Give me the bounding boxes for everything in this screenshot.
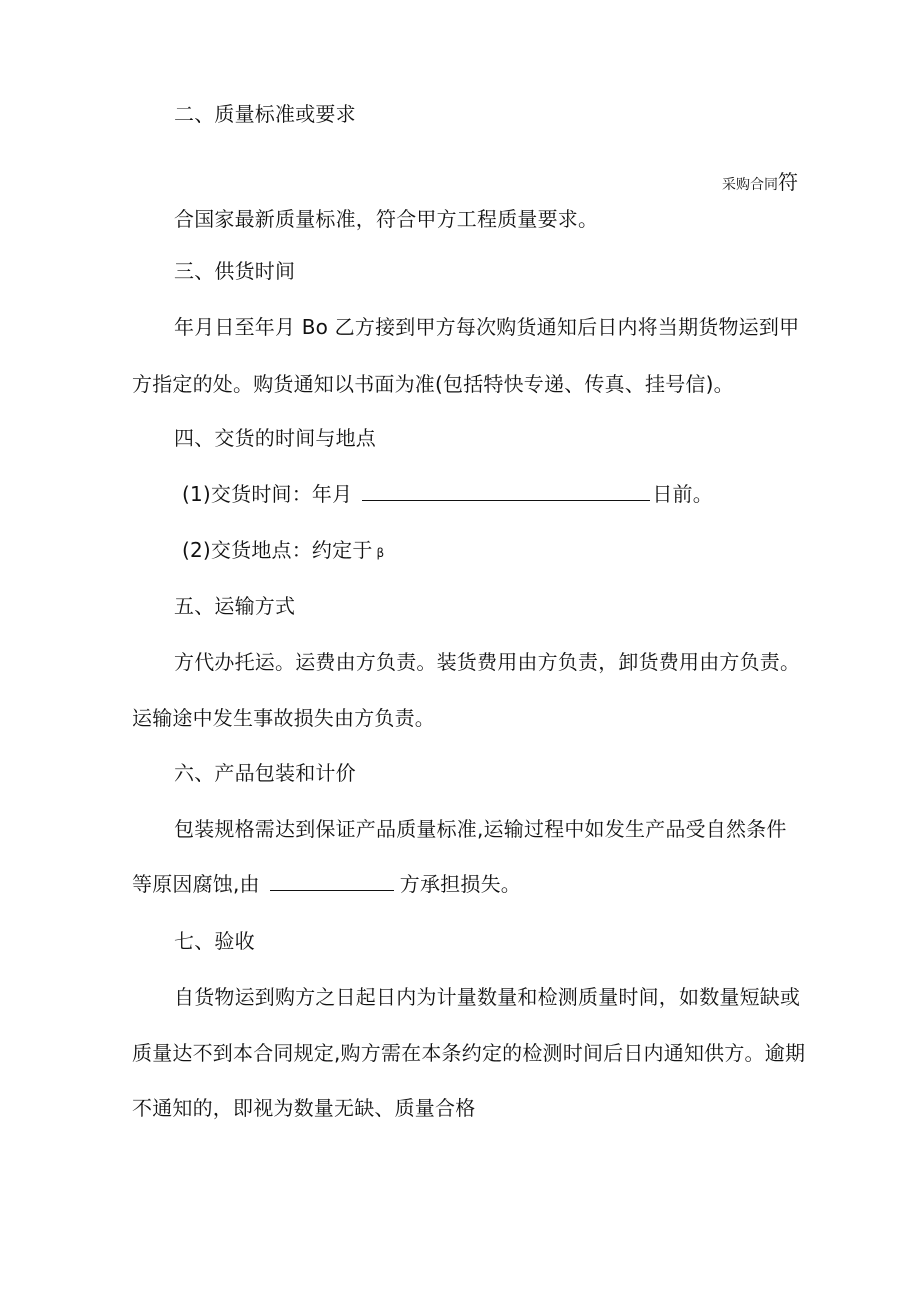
packaging-liability-prefix: 等原因腐蚀,由 [132, 872, 260, 896]
packaging-liability-suffix: 方承担损失。 [399, 872, 521, 896]
delivery-time-label: (1)交货时间：年月 [182, 482, 353, 506]
section-2-heading: 二、质量标准或要求 [174, 102, 356, 126]
delivery-time-suffix: 日前。 [652, 482, 713, 506]
section-5-heading: 五、运输方式 [174, 594, 296, 618]
section-7-paragraph-line-3: 不通知的，即视为数量无缺、质量合格 [132, 1096, 476, 1120]
section-2-text: 合国家最新质量标准，符合甲方工程质量要求。 [174, 207, 599, 231]
section-3-heading: 三、供货时间 [174, 259, 296, 283]
section-3-paragraph-line-2: 方指定的处。购货通知以书面为准(包括特快专递、传真、挂号信)。 [132, 372, 734, 396]
section-7-heading: 七、验收 [174, 929, 255, 953]
section-7-paragraph-line-1: 自货物运到购方之日起日内为计量数量和检测质量时间，如数量短缺或 [174, 985, 801, 1009]
section-7-paragraph-line-2: 质量达不到本合同规定,购方需在本条约定的检测时间后日内通知供方。逾期 [132, 1041, 806, 1065]
delivery-date-blank [362, 480, 650, 501]
section-6-paragraph-line-1: 包装规格需达到保证产品质量标准,运输过程中如发生产品受自然条件 [174, 817, 787, 841]
section-5-paragraph-line-2: 运输途中发生事故损失由方负责。 [132, 706, 435, 730]
running-header-char: 符 [778, 170, 798, 194]
section-4-heading: 四、交货的时间与地点 [174, 426, 376, 450]
running-header-title: 采购合同 [722, 177, 778, 193]
section-4-item-2 [182, 536, 384, 567]
delivery-place-label: (2)交货地点：约定于 [182, 538, 373, 562]
section-6-paragraph-line-2 [132, 870, 521, 898]
section-3-paragraph-line-1: 年月日至年月 Bo 乙方接到甲方每次购货通知后日内将当期货物运到甲 [174, 315, 800, 339]
delivery-place-mark: β [376, 546, 385, 560]
section-6-heading: 六、产品包装和计价 [174, 761, 356, 785]
liability-party-blank [270, 870, 394, 891]
running-header [722, 168, 798, 199]
section-5-paragraph-line-1: 方代办托运。运费由方负责。装货费用由方负责，卸货费用由方负责。 [174, 650, 801, 674]
section-4-item-1 [182, 480, 713, 508]
